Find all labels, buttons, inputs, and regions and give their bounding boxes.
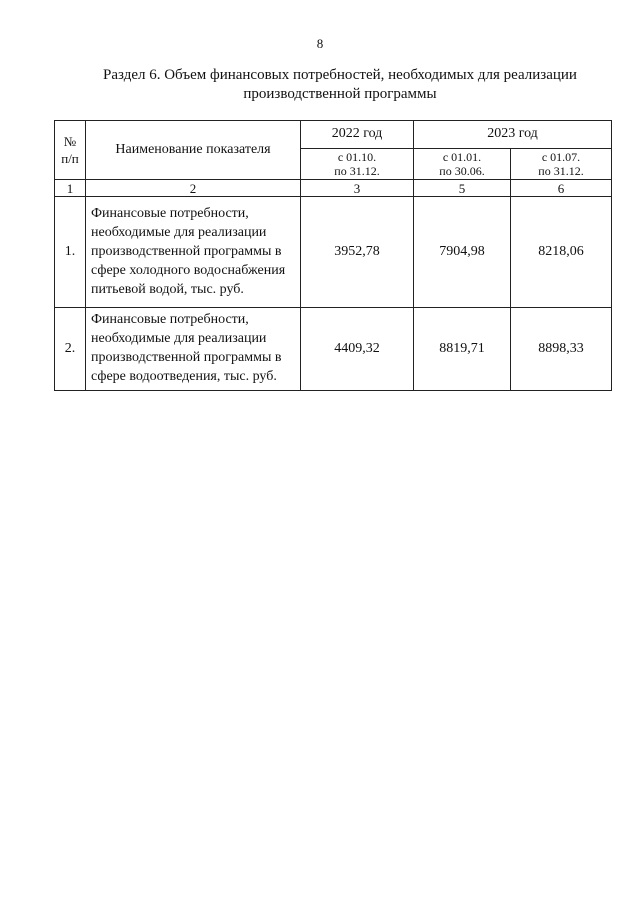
page-number: 8: [316, 36, 324, 51]
value-2022-q4: 3952,78: [301, 197, 414, 308]
period-1-to: по 31.12.: [334, 163, 380, 178]
value-2023-h1: 8819,71: [414, 308, 511, 391]
header-period-3: [511, 148, 612, 179]
period-1-from: с 01.10.: [337, 149, 377, 164]
period-3-to: по 31.12.: [538, 163, 584, 178]
indicator-name: Финансовые потребности, необходимые для реализации производственной программы в сфере водоотведения, тыс. руб.: [86, 308, 301, 391]
period-3-from: с 01.07.: [541, 149, 581, 164]
column-index-row: [55, 180, 612, 197]
table-row: [55, 308, 612, 391]
section-title: [60, 66, 620, 104]
value-2023-h1: 7904,98: [414, 197, 511, 308]
header-name-cell: Наименование показателя: [86, 121, 301, 180]
column-index-cell: 5: [414, 180, 511, 197]
column-index-cell: 3: [301, 180, 414, 197]
period-2-to: по 30.06.: [439, 163, 485, 178]
value-2023-h2: 8898,33: [511, 308, 612, 391]
financial-needs-table: [54, 120, 612, 391]
value-2023-h2: 8218,06: [511, 197, 612, 308]
column-index-cell: 2: [86, 180, 301, 197]
period-2-from: с 01.01.: [442, 149, 482, 164]
value-2022-q4: 4409,32: [301, 308, 414, 391]
header-period-1: [301, 148, 414, 179]
column-index-cell: 6: [511, 180, 612, 197]
header-period-2: [414, 148, 511, 179]
table-row: [55, 197, 612, 308]
row-number: 1.: [55, 197, 86, 308]
indicator-name: Финансовые потребности, необходимые для реализации производственной программы в сфере холодного водоснабжения питьевой водой, тыс. руб.: [86, 197, 301, 308]
header-year-2023: 2023 год: [414, 121, 612, 149]
header-row-1: [55, 121, 612, 149]
header-year-2022: 2022 год: [301, 121, 414, 149]
header-num-cell: [55, 121, 86, 180]
header-num-label: п/п: [61, 151, 79, 166]
section-title-line1: Раздел 6. Объем финансовых потребностей, необходимых для реализации: [103, 67, 577, 83]
row-number: 2.: [55, 308, 86, 391]
header-num-symbol: №: [63, 134, 77, 149]
column-index-cell: 1: [55, 180, 86, 197]
section-title-line2: производственной программы: [243, 86, 437, 102]
